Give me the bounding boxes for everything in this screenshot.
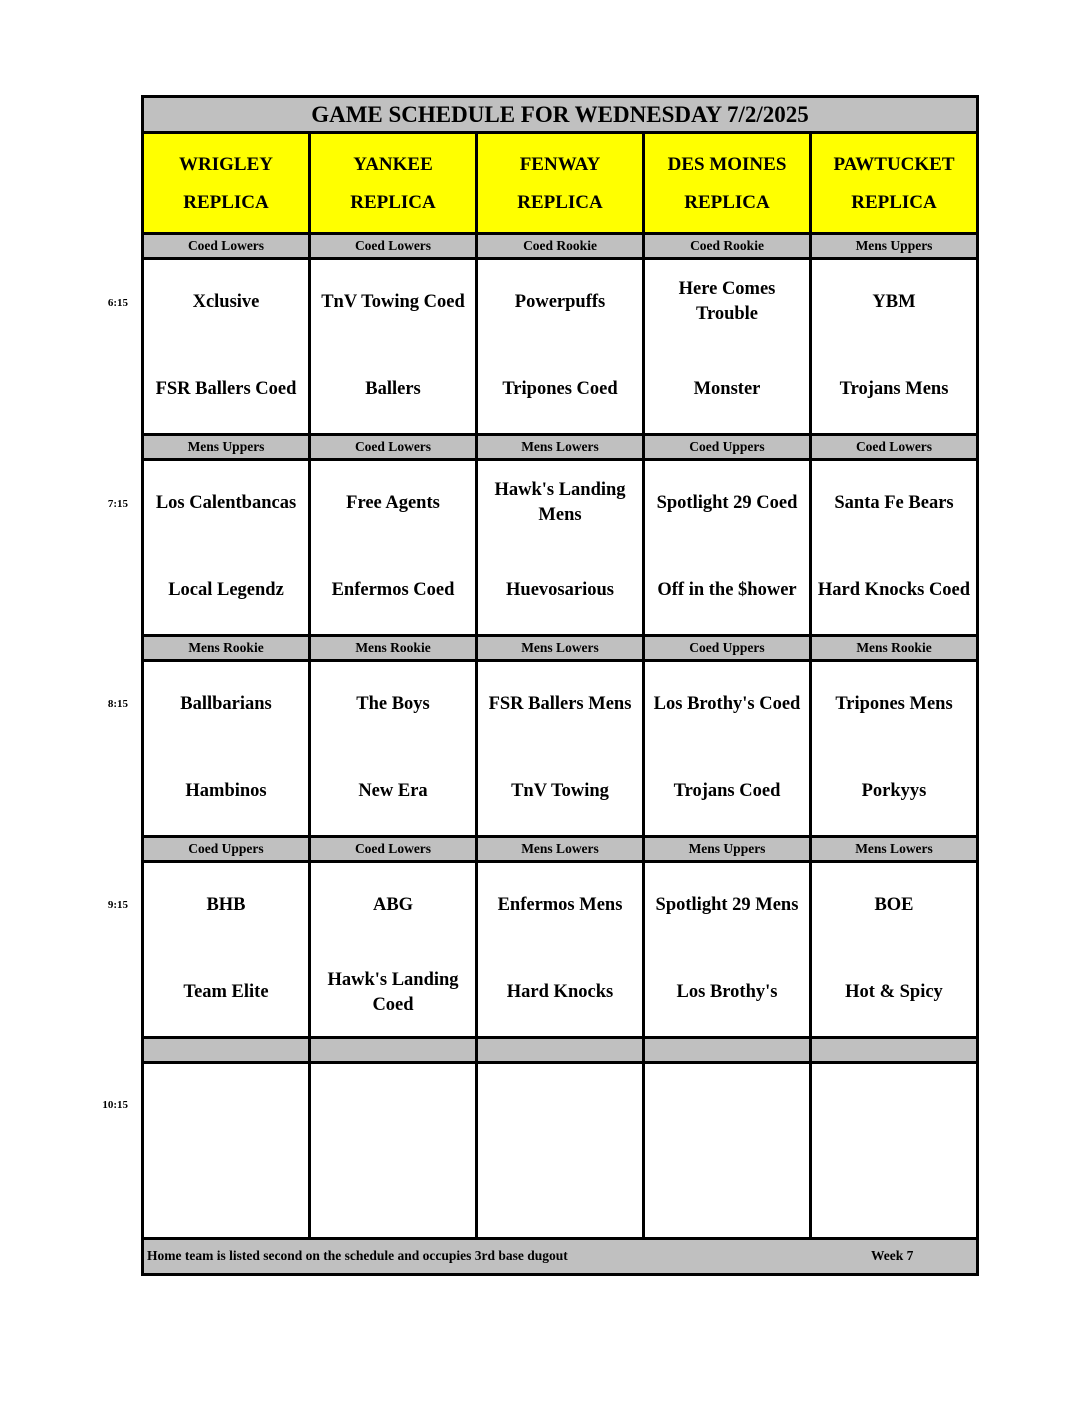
game-cell <box>478 461 645 634</box>
home-team <box>645 1151 809 1237</box>
time-label: 9:15 <box>107 898 128 911</box>
away-team <box>144 1064 308 1151</box>
home-team: Monster <box>693 379 761 400</box>
game-cell <box>311 863 478 1036</box>
division-row <box>144 436 976 461</box>
away-team: FSR Ballers Mens <box>488 693 632 714</box>
home-team: Huevosarious <box>506 580 614 601</box>
field-name: FENWAY <box>519 153 601 175</box>
division-label: Coed Lowers <box>144 235 311 257</box>
division-label: Coed Lowers <box>812 436 976 458</box>
division-label <box>311 1039 478 1061</box>
division-label: Coed Rookie <box>645 235 812 257</box>
time-label: 8:15 <box>107 698 128 710</box>
division-label: Mens Lowers <box>812 838 976 860</box>
away-team: The Boys <box>356 693 430 714</box>
field-name: YANKEE <box>353 153 433 175</box>
game-cell <box>645 1064 812 1237</box>
field-des-moines <box>645 134 812 232</box>
game-cell <box>812 260 976 433</box>
division-label <box>645 1039 812 1061</box>
schedule-table <box>141 95 979 1276</box>
field-pawtucket <box>812 134 976 232</box>
division-label: Mens Rookie <box>812 637 976 659</box>
away-team: Enfermos Mens <box>497 894 623 915</box>
home-team: Porkyys <box>861 781 927 802</box>
field-name: PAWTUCKET <box>833 153 955 175</box>
home-team: Ballers <box>365 379 421 400</box>
home-team: Tripones Coed <box>502 379 618 400</box>
game-cell <box>144 662 311 835</box>
game-cell <box>478 1064 645 1237</box>
game-cell <box>645 662 812 835</box>
field-sub: REPLICA <box>517 191 603 213</box>
game-row <box>144 461 976 637</box>
division-label: Coed Lowers <box>311 235 478 257</box>
away-team: Tripones Mens <box>835 693 953 714</box>
division-label: Mens Lowers <box>478 637 645 659</box>
game-row <box>144 260 976 436</box>
away-team: Powerpuffs <box>514 291 606 312</box>
home-team: Hambinos <box>185 781 267 802</box>
division-row <box>144 235 976 260</box>
division-label <box>478 1039 645 1061</box>
game-row <box>144 1064 976 1240</box>
field-wrigley <box>144 134 311 232</box>
away-team: Spotlight 29 Mens <box>655 894 799 915</box>
game-cell <box>645 461 812 634</box>
home-team: TnV Towing <box>511 781 609 802</box>
division-label: Coed Rookie <box>478 235 645 257</box>
home-team <box>311 1151 475 1237</box>
home-team: Enfermos Coed <box>331 580 455 601</box>
game-cell <box>144 1064 311 1237</box>
home-team: Los Brothy's <box>676 982 778 1003</box>
home-team: Trojans Mens <box>839 379 949 400</box>
field-sub: REPLICA <box>183 191 269 213</box>
away-team: Ballbarians <box>180 693 272 714</box>
game-cell <box>311 461 478 634</box>
home-team <box>144 1151 308 1237</box>
game-cell <box>311 260 478 433</box>
away-team: ABG <box>372 894 414 915</box>
away-team: Santa Fe Bears <box>834 492 954 513</box>
game-cell <box>645 863 812 1036</box>
time-label: 6:15 <box>107 297 128 309</box>
division-label: Coed Lowers <box>311 436 478 458</box>
division-label: Mens Lowers <box>478 838 645 860</box>
home-team: New Era <box>358 781 428 802</box>
division-row <box>144 1039 976 1064</box>
field-sub: REPLICA <box>350 191 436 213</box>
game-row <box>144 863 976 1039</box>
footer-note: Home team is listed second on the schedule and occupies 3rd base dugout <box>147 1248 568 1263</box>
division-row <box>144 637 976 662</box>
field-name: DES MOINES <box>667 153 787 175</box>
game-cell <box>311 662 478 835</box>
away-team: TnV Towing Coed <box>321 291 465 312</box>
home-team: Off in the $hower <box>657 580 797 601</box>
game-cell <box>812 1064 976 1237</box>
away-team: Hawk's Landing Mens <box>494 480 626 526</box>
away-team: Free Agents <box>346 492 440 513</box>
division-label: Coed Uppers <box>645 436 812 458</box>
footer-bar <box>144 1240 976 1273</box>
division-label <box>144 1039 311 1061</box>
away-team <box>478 1064 642 1151</box>
game-cell <box>311 1064 478 1237</box>
time-slots <box>144 235 976 1240</box>
division-label: Mens Uppers <box>144 436 311 458</box>
game-cell <box>478 260 645 433</box>
division-row <box>144 838 976 863</box>
away-team: BOE <box>874 894 914 915</box>
game-cell <box>478 662 645 835</box>
away-team: Spotlight 29 Coed <box>656 492 798 513</box>
field-yankee <box>311 134 478 232</box>
game-cell <box>144 863 311 1036</box>
away-team: Xclusive <box>192 291 260 312</box>
division-label: Coed Lowers <box>311 838 478 860</box>
home-team: Local Legendz <box>168 580 284 601</box>
time-label: 7:15 <box>107 497 128 510</box>
home-team: Hard Knocks Coed <box>817 580 971 601</box>
field-sub: REPLICA <box>684 191 770 213</box>
away-team: Los Calentbancas <box>155 492 297 513</box>
home-team: Hawk's Landing Coed <box>327 969 459 1015</box>
home-team <box>812 1151 976 1237</box>
game-cell <box>144 260 311 433</box>
away-team <box>645 1064 809 1151</box>
division-label: Coed Uppers <box>144 838 311 860</box>
game-cell <box>478 863 645 1036</box>
field-sub: REPLICA <box>851 191 937 213</box>
away-team: Here Comes Trouble <box>678 279 776 325</box>
away-team: BHB <box>206 894 246 915</box>
away-team: YBM <box>872 291 916 312</box>
away-team <box>812 1064 976 1151</box>
away-team: Los Brothy's Coed <box>653 693 801 714</box>
schedule-title: GAME SCHEDULE FOR WEDNESDAY 7/2/2025 <box>144 98 976 134</box>
field-name: WRIGLEY <box>179 153 273 175</box>
field-fenway <box>478 134 645 232</box>
home-team: Hot & Spicy <box>845 982 943 1003</box>
field-header-row <box>144 134 976 235</box>
home-team: Hard Knocks <box>506 982 614 1003</box>
home-team: FSR Ballers Coed <box>155 379 297 400</box>
game-cell <box>645 260 812 433</box>
division-label: Mens Rookie <box>311 637 478 659</box>
game-row <box>144 662 976 838</box>
away-team <box>311 1064 475 1151</box>
division-label: Mens Lowers <box>478 436 645 458</box>
home-team: Team Elite <box>183 982 269 1003</box>
home-team: Trojans Coed <box>673 781 781 802</box>
division-label: Coed Uppers <box>645 637 812 659</box>
division-label <box>812 1039 976 1061</box>
game-cell <box>812 461 976 634</box>
home-team <box>478 1151 642 1237</box>
division-label: Mens Uppers <box>645 838 812 860</box>
game-cell <box>812 662 976 835</box>
division-label: Mens Rookie <box>144 637 311 659</box>
game-cell <box>812 863 976 1036</box>
division-label: Mens Uppers <box>812 235 976 257</box>
week-label: Week 7 <box>871 1248 914 1263</box>
time-label: 10:15 <box>102 1099 128 1111</box>
game-cell <box>144 461 311 634</box>
